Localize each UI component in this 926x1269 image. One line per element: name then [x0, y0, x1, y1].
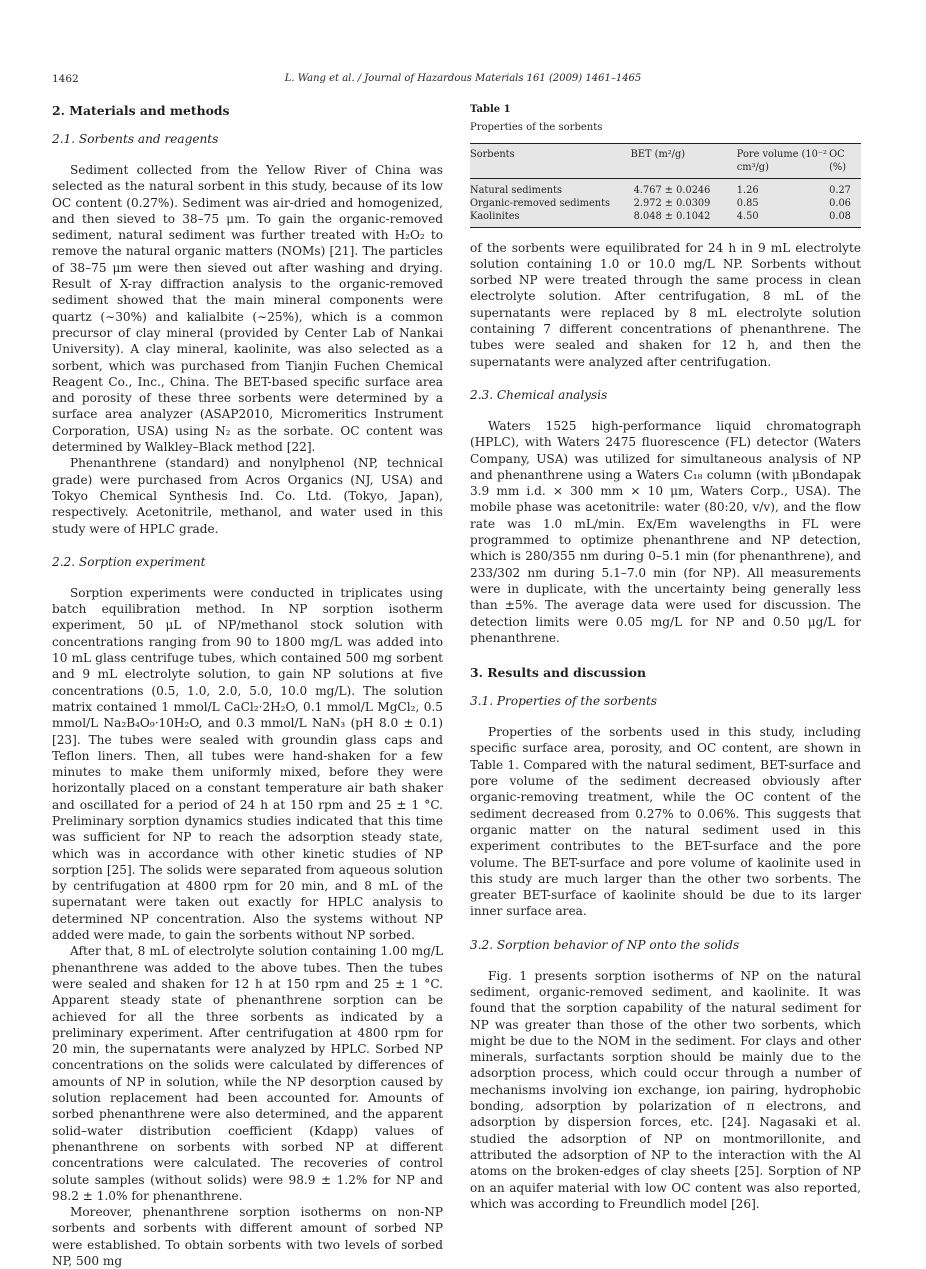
running-header — [52, 73, 874, 89]
subsection-2-3-heading: 2.3. Chemical analysis — [470, 387, 608, 402]
cell-oc: 0.27 — [829, 184, 851, 196]
section-2-heading: 2. Materials and methods — [52, 103, 230, 118]
table-header-row — [470, 143, 861, 178]
cell-oc: 0.06 — [829, 197, 851, 209]
cell-oc: 0.08 — [829, 210, 861, 228]
cell-sorbent: Kaolinites — [470, 210, 631, 228]
paragraph-sorbents-1: Sediment collected from the Yellow River of China was selected as the natural sorbent in this study, because of its low OC content (0.27%). Sediment was air-dried and homogenized, and then sieved to 38–75 μm. To gain the organic-removed sediment, natural sediment was further treated with H₂O₂ to remove the natural organic matters (NOMs) [21]. The particles of 38–75 μm were then sieved out after washing and drying. Result of X-ray diffraction analysis to the organic-removed sediment showed that the main mineral components were quartz (∼30%) and kalialbite (∼25%), which is a common precursor of clay mineral (provided by Center Lab of Nankai University). A clay mineral, kaolinite, was also selected as a sorbent, which was purchased from Tianjin Fuchen Chemical Reagent Co., Inc., China. The BET-based specific surface area and porosity of these three sorbents were determined by a surface area analyzer (ASAP2010, Micromeritics Instrument Corporation, USA) using N₂ as the sorbate. OC content was determined by Walkley–Black method [22]. — [52, 163, 443, 455]
cell-pore-volume: 1.26 — [736, 184, 759, 196]
cell-pore-volume: 0.85 — [736, 197, 759, 209]
paragraph-sorption-3: Moreover, phenanthrene sorption isotherms on non-NP sorbents and sorbents with different amount of sorbed NP were established. To obtain sorbents with two levels of sorbed NP, 500 mg — [52, 1205, 443, 1268]
cell-pore-volume: 4.50 — [737, 210, 829, 228]
header-pore-volume: Pore volume (10⁻² cm³/g) — [737, 143, 829, 178]
cell-bet: 8.048 ± 0.1042 — [631, 210, 737, 228]
header-oc: OC (%) — [829, 143, 861, 178]
table-label: Table 1 — [470, 104, 511, 115]
paragraph-sorption-1: Sorption experiments were conducted in triplicates using batch equilibration method. In NP sorption isotherm experiment, 50 μL of NP/methanol stock solution with concentrations ranging from 90 to 1800 mg/L was added into 10 mL glass centrifuge tubes, which contained 500 mg sorbent and 9 mL electrolyte solution, to gain NP solutions at five concentrations (0.5, 1.0, 2.0, 5.0, 10.0 mg/L). The solution matrix contained 1 mmol/L CaCl₂·2H₂O, 0.1 mmol/L MgCl₂, 0.5 mmol/L Na₂B₄O₉·10H₂O, and 0.3 mmol/L NaN₃ (pH 8.0 ± 0.1) [23]. The tubes were sealed with groundin glass caps and Teflon liners. Then, all tubes were hand-shaken for a few minutes to make them uniformly mixed, before they were horizontally placed on a constant temperature air bath shaker and oscillated for a period of 24 h at 150 rpm and 25 ± 1 °C. Preliminary sorption dynamics studies indicated that this time was sufficient for NP to reach the adsorption steady state, which was in accordance with other kinetic studies of NP sorption [25]. The solids were separated from aqueous solution by centrifugation at 4800 rpm for 20 min, and 8 mL of the supernatant were taken out exactly for HPLC analysis to determined NP concentration. Also the systems without NP added were made, to gain the sorbents without NP sorbed. — [52, 585, 443, 943]
header-sorbents: Sorbents — [470, 143, 631, 178]
cell-bet: 4.767 ± 0.0246 — [633, 184, 711, 196]
left-column — [52, 100, 443, 1269]
paragraph-continued: of the sorbents were equilibrated for 24 h in 9 mL electrolyte solution containing 1.0 or 10.0 mg/L NP. Sorbents without sorbed NP were treated through the same process in clean electrolyte solution. After centrifugation, 8 mL of the supernatants were replaced by 8 mL electrolyte solution containing 7 different concentrations of phenanthrene. The tubes were sealed and shaken for 12 h, and then the supernatants were analyzed after centrifugation. — [470, 240, 861, 369]
paragraph-chemical-analysis: Waters 1525 high-performance liquid chromatograph (HPLC), with Waters 2475 fluorescence (FL) detector (Waters Company, USA) was utilized for simultaneous analysis of NP and phenanthrene using a Waters C₁₈ column (with μBondapak 3.9 mm i.d. × 300 mm × 10 μm, Waters Corp., USA). The mobile phase was acetonitrile: water (80:20, v/v), and the flow rate was 1.0 mL/min. Ex/Em wavelengths in FL were programmed to optimize phenanthrene and NP detection, which is 280/355 nm during 0–5.1 min (for phenanthrene), and 233/302 nm during 5.1–7.0 min (for NP). All measurements were in duplicate, with the uncertainty being generally less than ±5%. The average data were used for discussion. The detection limits were 0.05 mg/L for NP and 0.50 μg/L for phenanthrene. — [470, 418, 861, 645]
paragraph-sorption-2: After that, 8 mL of electrolyte solution containing 1.00 mg/L phenanthrene was added to the above tubes. Then the tubes were sealed and shaken for 12 h at 150 rpm and 25 ± 1 °C. Apparent steady state of phenanthrene sorption can be achieved for all the three sorbents as indicated by a preliminary experiment. After centrifugation at 4800 rpm for 20 min, the supernatants were analyzed by HPLC. Sorbed NP concentrations on the solids were calculated by differences of amounts of NP in solution, while the NP desorption caused by solution replacement had been accounted for. Amounts of sorbed phenanthrene were also determined, and the apparent solid–water distribution coefficient (Kdapp) values of phenanthrene on sorbents with sorbed NP at different concentrations were calculated. The recoveries of control solute samples (without solids) were 98.9 ± 1.2% for NP and 98.2 ± 1.0% for phenanthrene. — [52, 944, 443, 1203]
running-title: L. Wang et al. / Journal of Hazardous Materials 161 (2009) 1461–1465 — [284, 73, 642, 84]
header-bet: BET (m²/g) — [631, 143, 737, 178]
right-column — [470, 100, 861, 1212]
subsection-2-1-heading: 2.1. Sorbents and reagents — [52, 132, 219, 146]
paragraph-sorbents-2: Phenanthrene (standard) and nonylphenol (NP, technical grade) were purchased from Acros Organics (NJ, USA) and Tokyo Chemical Synthesis Ind. Co. Ltd. (Tokyo, Japan), respectively. Acetonitrile, methanol, and water used in this study were of HPLC grade. — [52, 456, 443, 536]
subsection-2-2-heading: 2.2. Sorption experiment — [52, 554, 206, 569]
section-3-heading: 3. Results and discussion — [470, 665, 646, 681]
properties-table — [470, 143, 861, 228]
page-number: 1462 — [52, 73, 79, 85]
cell-sorbent: Natural sediments — [470, 184, 563, 196]
cell-bet: 2.972 ± 0.0309 — [633, 197, 711, 209]
subsection-3-2-heading: 3.2. Sorption behavior of NP onto the solids — [470, 937, 740, 952]
paragraph-properties: Properties of the sorbents used in this study, including specific surface area, porosity, and OC content, are shown in Table 1. Compared with the natural sediment, BET-surface and pore volume of the sediment decreased obviously after organic-removing treatment, while the OC content of the sediment decreased from 0.27% to 0.06%. This suggests that organic matter on the natural sediment used in this experiment contributes to the BET-surface and the pore volume. The BET-surface and pore volume of kaolinite used in this study are much larger than the other two sorbents. The greater BET-surface of kaolinite should be due to its larger inner surface area. — [470, 725, 861, 919]
cell-sorbent: Organic-removed sediments — [470, 197, 611, 209]
table-row — [470, 197, 861, 210]
table-caption: Properties of the sorbents — [470, 122, 603, 134]
table-row — [470, 210, 861, 228]
table-1 — [470, 102, 861, 228]
paragraph-sorption-behavior: Fig. 1 presents sorption isotherms of NP on the natural sediment, organic-removed sediment, and kaolinite. It was found that the sorption capability of the natural sediment for NP was greater than those of the other two sorbents, which might be due to the NOM in the sediment. For clays and other minerals, surfactants sorption should be mainly due to the adsorption process, which could occur through a number of mechanisms involving ion exchange, ion pairing, hydrophobic bonding, adsorption by polarization of π electrons, and adsorption by dispersion forces, etc. [24]. Nagasaki et al. studied the adsorption of NP on montmorillonite, and attributed the adsorption of NP to the interaction with the Al atoms on the broken-edges of clay sheets [25]. Sorption of NP on an aquifer material with low OC content was also reported, which was according to Freundlich model [26]. — [470, 968, 861, 1211]
table-row — [470, 178, 861, 197]
subsection-3-1-heading: 3.1. Properties of the sorbents — [470, 694, 658, 709]
